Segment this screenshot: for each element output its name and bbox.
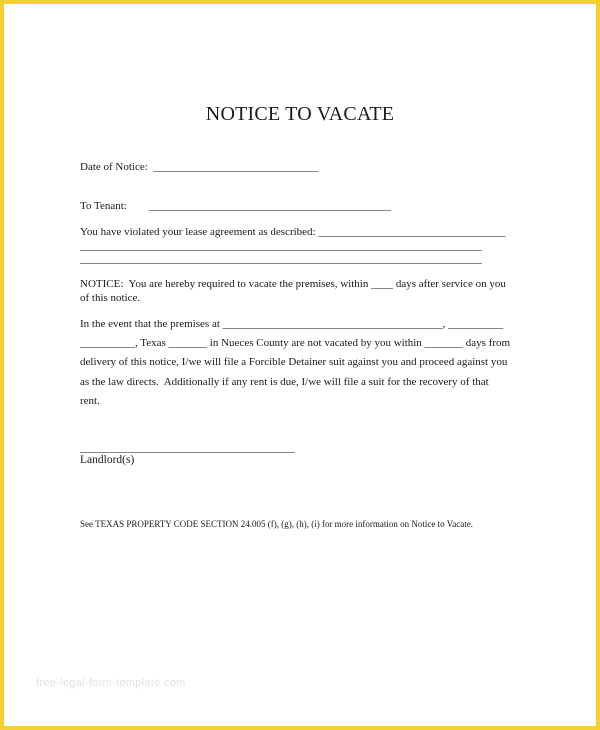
violation-line-2: ______________________________________________________________________________ xyxy=(80,240,482,252)
landlord-label: Landlord(s) xyxy=(80,454,135,466)
notice-line-2: of this notice. xyxy=(80,292,141,304)
event-line-1: In the event that the premises at ________________________________________, __________ xyxy=(80,318,504,330)
violation-line-1: You have violated your lease agreement as described: __________________________________ xyxy=(80,226,506,238)
event-line-5: rent. xyxy=(80,395,100,407)
event-line-2: __________, Texas _______ in Nueces County are not vacated by you within _______ days from xyxy=(80,337,511,349)
document-page xyxy=(4,4,596,726)
signature-line: _______________________________________ xyxy=(80,442,295,454)
watermark-text: free-legal-form-template.com xyxy=(36,677,186,689)
violation-line-3: ______________________________________________________________________________ xyxy=(80,253,482,265)
document-title: NOTICE TO VACATE xyxy=(205,103,395,125)
to-tenant-line: To Tenant: ____________________________________________ xyxy=(80,200,391,212)
event-line-4: as the law directs. Additionally if any rent is due, I/we will file a suit for the recovery of that xyxy=(80,376,489,388)
date-of-notice-line: Date of Notice: ______________________________ xyxy=(80,161,319,173)
footer-note: See TEXAS PROPERTY CODE SECTION 24.005 (f), (g), (h), (i) for more information on Notice to Vacate. xyxy=(80,519,473,529)
notice-line-1: NOTICE: You are hereby required to vacate the premises, within ____ days after service on you xyxy=(80,278,506,290)
event-line-3: delivery of this notice, I/we will file a Forcible Detainer suit against you and proceed against you xyxy=(80,356,508,368)
